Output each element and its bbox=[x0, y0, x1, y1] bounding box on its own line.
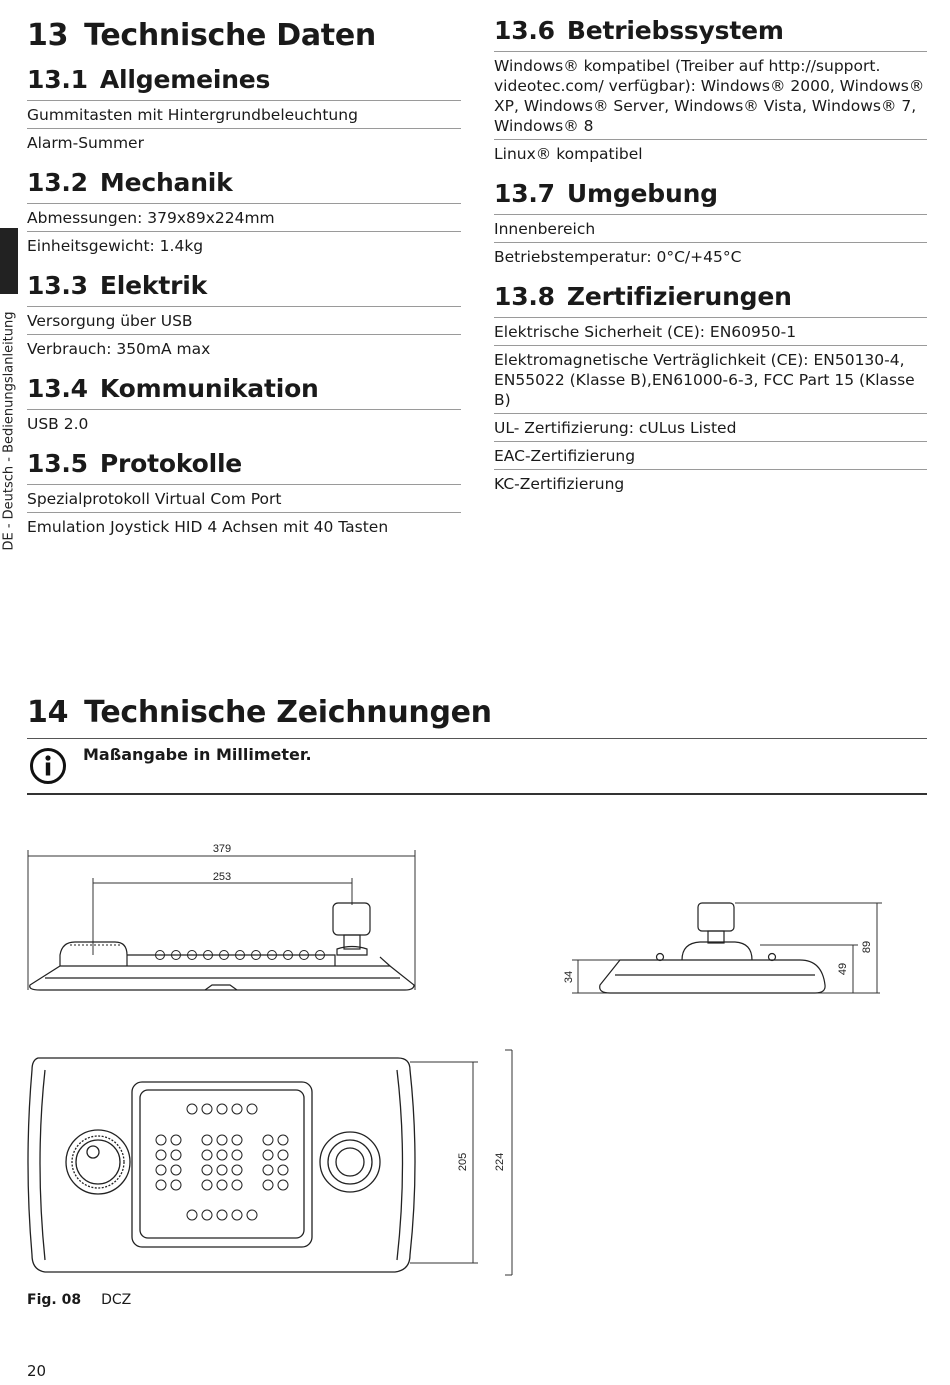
spec-row: Versorgung über USB bbox=[27, 307, 461, 335]
figure-caption bbox=[27, 1292, 131, 1308]
front-view bbox=[30, 903, 414, 990]
chapter-14-title: 14 Technische Zeichnungen bbox=[27, 695, 492, 730]
note-text: Maßangabe in Millimeter. bbox=[83, 745, 312, 764]
dim-253: 253 bbox=[212, 871, 232, 883]
spec-row: EAC-Zertifizierung bbox=[494, 442, 927, 470]
spec-row: KC-Zertifizierung bbox=[494, 475, 625, 493]
page-number: 20 bbox=[27, 1362, 47, 1380]
dim-205: 205 bbox=[457, 1152, 469, 1172]
spec-row: Emulation Joystick HID 4 Achsen mit 40 Tasten bbox=[27, 518, 389, 536]
figure-label: Fig. 08 bbox=[27, 1292, 82, 1308]
section-heading: 13.1 Allgemeines bbox=[27, 63, 461, 101]
spec-row: Elektrische Sicherheit (CE): EN60950-1 bbox=[494, 318, 927, 346]
chapter-13-title: 13 Technische Daten bbox=[27, 18, 376, 53]
section-heading: 13.7 Umgebung bbox=[494, 177, 927, 215]
spec-row: Betriebstemperatur: 0°C/+45°C bbox=[494, 248, 742, 266]
spec-row: Einheitsgewicht: 1.4kg bbox=[27, 237, 204, 255]
section-heading: 13.6 Betriebssystem bbox=[494, 14, 927, 52]
dim-379: 379 bbox=[212, 843, 232, 855]
spec-row: Verbrauch: 350mA max bbox=[27, 340, 211, 358]
dim-34: 34 bbox=[563, 970, 575, 984]
section-heading: 13.4 Kommunikation bbox=[27, 372, 461, 410]
figure-name: DCZ bbox=[101, 1292, 132, 1308]
side-view bbox=[600, 903, 825, 993]
spec-row: Alarm-Summer bbox=[27, 134, 144, 152]
spec-row: Innenbereich bbox=[494, 215, 927, 243]
section-heading: 13.3 Elektrik bbox=[27, 269, 461, 307]
dim-224: 224 bbox=[494, 1152, 506, 1172]
top-view-keys bbox=[156, 1104, 288, 1220]
spec-row: Elektromagnetische Verträglichkeit (CE): EN50130-4, EN55022 (Klasse B),EN61000-6-3, FCC Part 15 (Klasse B) bbox=[494, 346, 927, 414]
side-label: DE - Deutsch - Bedienungslanleitung bbox=[1, 311, 17, 551]
section-heading: 13.8 Zertifizierungen bbox=[494, 280, 927, 318]
spec-row: Spezialprotokoll Virtual Com Port bbox=[27, 485, 461, 513]
dim-49: 49 bbox=[837, 962, 849, 976]
spec-row: Abmessungen: 379x89x224mm bbox=[27, 204, 461, 232]
spec-row: USB 2.0 bbox=[27, 415, 89, 433]
spec-row: Windows® kompatibel (Treiber auf http://support. videotec.com/ verfügbar): Windows® 2000, Windows® XP, Windows® Server, Windows® Vista, Windows® 7, Windows® 8 bbox=[494, 52, 927, 140]
spec-row: Gummitasten mit Hintergrundbeleuchtung bbox=[27, 101, 461, 129]
spec-row: UL- Zertifizierung: cULus Listed bbox=[494, 414, 927, 442]
section-heading: 13.5 Protokolle bbox=[27, 447, 461, 485]
spec-row: Linux® kompatibel bbox=[494, 145, 643, 163]
dim-89: 89 bbox=[861, 940, 873, 954]
section-heading: 13.2 Mechanik bbox=[27, 166, 461, 204]
front-keys bbox=[70, 945, 325, 960]
